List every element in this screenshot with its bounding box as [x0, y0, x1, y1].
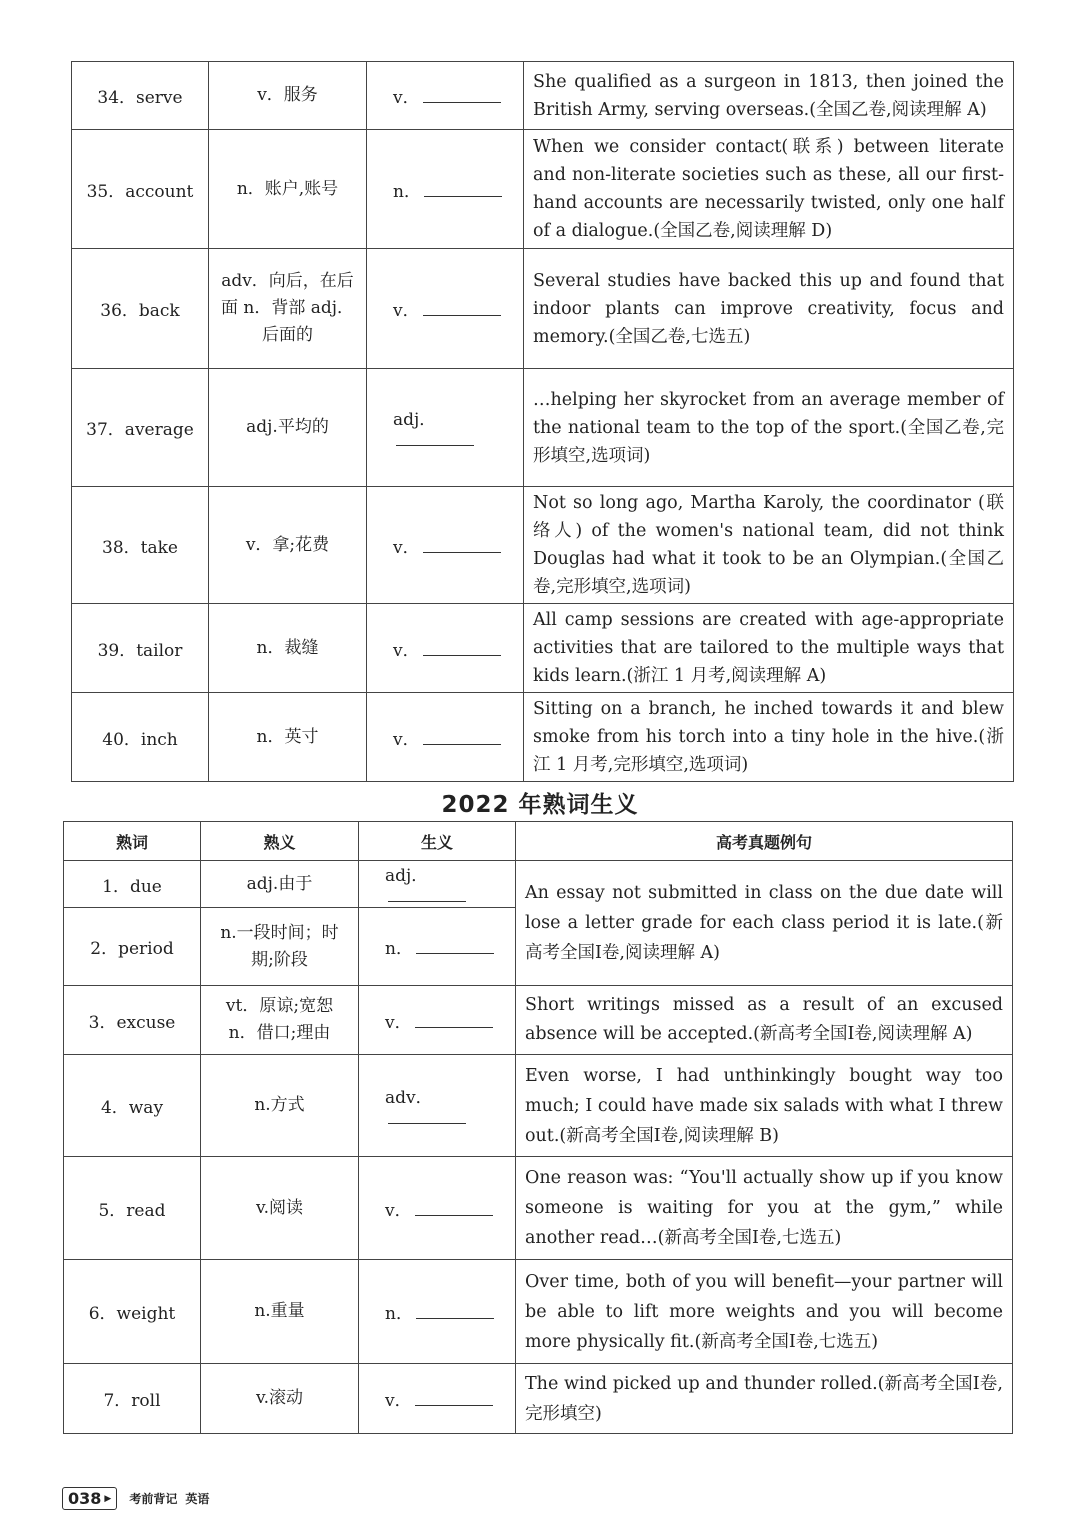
familiar-word: 6．weight [64, 1260, 201, 1364]
answer-blank[interactable] [423, 640, 501, 656]
example-sentence: Not so long ago, Martha Karoly, the coordinator (联络人) of the women's national team, did not think Douglas had what it took to be an Olympian.(全国乙卷,完形填空,选项词) [524, 487, 1014, 604]
section-title: 2022 年熟词生义 [441, 792, 639, 818]
table-row [64, 861, 1013, 908]
book-title: 考前背记 [129, 1492, 178, 1506]
answer-blank[interactable] [415, 1012, 493, 1028]
new-meaning-blank[interactable] [367, 693, 524, 782]
table-row [64, 1260, 1013, 1364]
header-example: 高考真题例句 [516, 822, 1013, 861]
familiar-meaning: adj.由于 [201, 861, 359, 908]
familiar-meaning: n.一段时间；时期;阶段 [201, 908, 359, 986]
pos-label: v． [393, 640, 420, 661]
familiar-meaning: vt．原谅;宽恕 n．借口;理由 [201, 986, 359, 1055]
new-meaning-blank[interactable] [359, 986, 516, 1055]
familiar-meaning: v.阅读 [201, 1157, 359, 1260]
example-sentence: Even worse, I had unthinkingly bought way too much; I could have made six salads with what I threw out.(新高考全国Ⅰ卷,阅读理解 B) [516, 1055, 1013, 1157]
subject-label: 英语 [185, 1492, 210, 1506]
example-sentence: Sitting on a branch, he inched towards it and blew smoke from his torch into a tiny hole in the hive.(浙江 1 月考,完形填空,选项词) [524, 693, 1014, 782]
new-meaning-blank[interactable] [367, 487, 524, 604]
familiar-meaning: n．账户,账号 [209, 130, 367, 249]
vocab-table-2022 [63, 821, 1013, 1434]
familiar-word: 5．read [64, 1157, 201, 1260]
familiar-word: 37．average [72, 369, 209, 487]
header-familiar-meaning: 熟义 [201, 822, 359, 861]
familiar-word: 4．way [64, 1055, 201, 1157]
familiar-word: 39．tailor [72, 604, 209, 693]
new-meaning-blank[interactable] [367, 369, 524, 487]
familiar-meaning: v．服务 [209, 62, 367, 130]
pos-label: v． [385, 1200, 412, 1221]
pos-label: adj． [385, 866, 429, 886]
table-row [72, 604, 1014, 693]
example-sentence: One reason was: “You'll actually show up if you know someone is waiting for you at the gym,” while another read…(新高考全国Ⅰ卷,七选五) [516, 1157, 1013, 1260]
answer-blank[interactable] [423, 300, 501, 316]
familiar-meaning: adv．向后，在后面 n．背部 adj．后面的 [209, 249, 367, 369]
pos-label: n． [393, 181, 421, 202]
example-sentence: …helping her skyrocket from an average member of the national team to the top of the sport.(全国乙卷,完形填空,选项词) [524, 369, 1014, 487]
pos-label: v． [385, 1012, 412, 1033]
example-sentence: An essay not submitted in class on the due date will lose a letter grade for each class period it is late.(新高考全国Ⅰ卷,阅读理解 A) [516, 861, 1013, 986]
familiar-meaning: n．裁缝 [209, 604, 367, 693]
pos-label: n． [385, 1304, 413, 1324]
table-row [72, 693, 1014, 782]
table-header-row [64, 822, 1013, 861]
familiar-meaning: adj.平均的 [209, 369, 367, 487]
answer-blank[interactable] [388, 886, 466, 902]
pos-label: n． [385, 939, 413, 959]
familiar-word: 2．period [64, 908, 201, 986]
familiar-word: 36．back [72, 249, 209, 369]
example-sentence: Over time, both of you will benefit—your partner will be able to lift more weights and you will become more physically fit.(新高考全国Ⅰ卷,七选五) [516, 1260, 1013, 1364]
new-meaning-blank[interactable] [359, 1260, 516, 1364]
familiar-word: 3．excuse [64, 986, 201, 1055]
table-row [72, 62, 1014, 130]
table-row [72, 487, 1014, 604]
example-sentence: All camp sessions are created with age-appropriate activities that are tailored to the multiple ways that kids learn.(浙江 1 月考,阅读理解 A) [524, 604, 1014, 693]
familiar-word: 34．serve [72, 62, 209, 130]
familiar-word: 38．take [72, 487, 209, 604]
familiar-meaning: n．英寸 [209, 693, 367, 782]
table-row [64, 986, 1013, 1055]
answer-blank[interactable] [423, 87, 501, 103]
familiar-meaning: n.重量 [201, 1260, 359, 1364]
familiar-meaning: n.方式 [201, 1055, 359, 1157]
new-meaning-blank[interactable] [359, 1364, 516, 1434]
pos-label: v． [393, 537, 420, 558]
pos-label: v． [393, 729, 420, 750]
example-sentence: She qualified as a surgeon in 1813, then joined the British Army, serving overseas.(全国乙卷,阅读理解 A) [524, 62, 1014, 130]
new-meaning-blank[interactable] [359, 908, 516, 986]
familiar-word: 7．roll [64, 1364, 201, 1434]
example-sentence: When we consider contact(联系) between literate and non-literate societies such as these, all our first-hand accounts are necessarily twisted, only one half of a dialogue.(全国乙卷,阅读理解 D) [524, 130, 1014, 249]
table-row [72, 369, 1014, 487]
header-familiar-word: 熟词 [64, 822, 201, 861]
pos-label: v． [385, 1391, 412, 1411]
table-row [72, 249, 1014, 369]
page-number-text: 038 [68, 1489, 102, 1508]
pos-label: v． [393, 88, 420, 108]
answer-blank[interactable] [396, 430, 474, 446]
vocab-table-continued [71, 61, 1014, 782]
new-meaning-blank[interactable] [359, 1055, 516, 1157]
table-row [72, 130, 1014, 249]
new-meaning-blank[interactable] [359, 1157, 516, 1260]
example-sentence: The wind picked up and thunder rolled.(新高考全国Ⅰ卷,完形填空) [516, 1364, 1013, 1434]
familiar-word: 40．inch [72, 693, 209, 782]
new-meaning-blank[interactable] [367, 62, 524, 130]
pos-label: adj． [393, 409, 437, 430]
new-meaning-blank[interactable] [359, 861, 516, 908]
example-sentence: Several studies have backed this up and found that indoor plants can improve creativity, focus and memory.(全国乙卷,七选五) [524, 249, 1014, 369]
new-meaning-blank[interactable] [367, 604, 524, 693]
answer-blank[interactable] [423, 729, 501, 745]
answer-blank[interactable] [415, 1390, 493, 1406]
familiar-word: 35．account [72, 130, 209, 249]
play-arrow-icon: ▶ [104, 1493, 112, 1504]
header-new-meaning: 生义 [359, 822, 516, 861]
table-row [64, 1364, 1013, 1434]
new-meaning-blank[interactable] [367, 130, 524, 249]
table-row [64, 1055, 1013, 1157]
answer-blank[interactable] [388, 1108, 466, 1124]
answer-blank[interactable] [424, 181, 502, 197]
answer-blank[interactable] [416, 938, 494, 954]
table-row [64, 1157, 1013, 1260]
familiar-meaning: v.滚动 [201, 1364, 359, 1434]
pos-label: adv． [385, 1087, 433, 1108]
example-sentence: Short writings missed as a result of an excused absence will be accepted.(新高考全国Ⅰ卷,阅读理解 A) [516, 986, 1013, 1055]
answer-blank[interactable] [423, 537, 501, 553]
new-meaning-blank[interactable] [367, 249, 524, 369]
pos-label: v． [393, 301, 420, 321]
familiar-word: 1．due [64, 861, 201, 908]
familiar-meaning: v．拿;花费 [209, 487, 367, 604]
page-footer [62, 1487, 209, 1510]
answer-blank[interactable] [415, 1200, 493, 1216]
page-number [62, 1487, 117, 1510]
answer-blank[interactable] [416, 1303, 494, 1319]
